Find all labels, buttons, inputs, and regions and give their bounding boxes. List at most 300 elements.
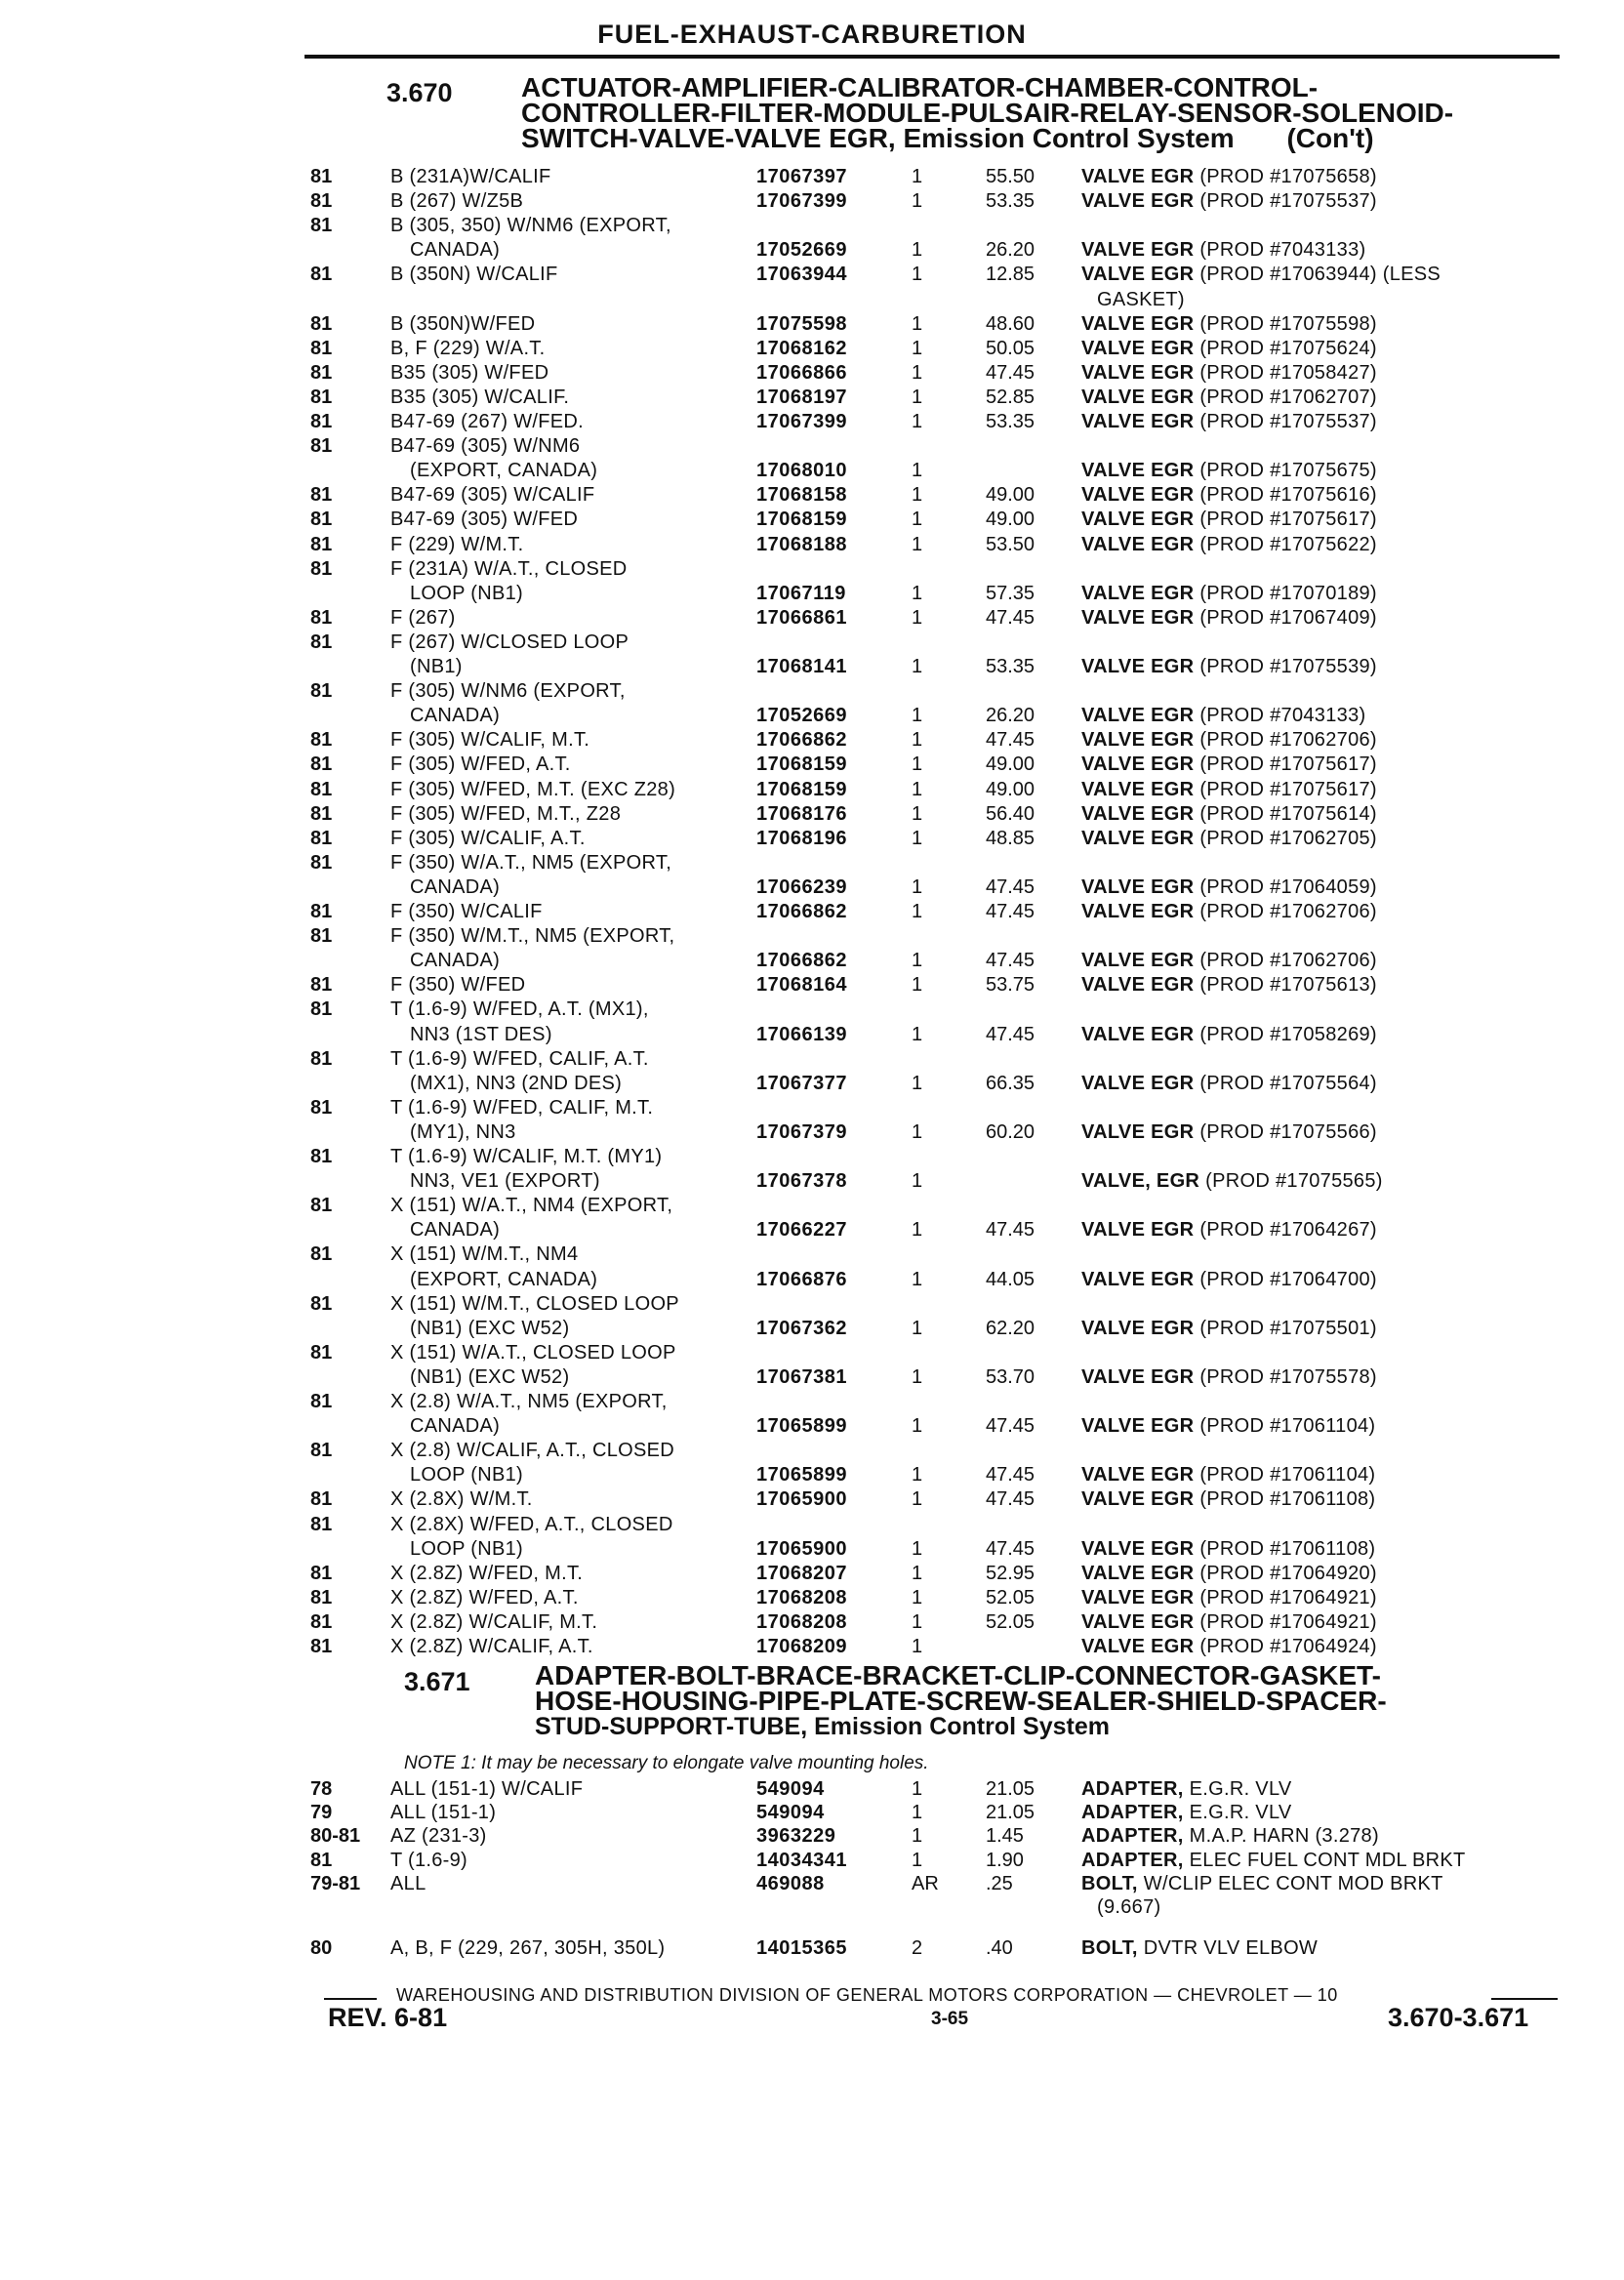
part-name [1081, 974, 1377, 997]
table-row [0, 950, 1624, 975]
model-year: 81 [310, 1513, 333, 1535]
section-title-line: ACTUATOR-AMPLIFIER-CALIBRATOR-CHAMBER-CONTROL- [521, 72, 1319, 102]
part-number: 17068010 [756, 460, 847, 482]
price: 50.05 [986, 337, 1035, 359]
price: 53.35 [986, 190, 1035, 213]
quantity: 1 [912, 582, 923, 604]
part-name-main: VALVE EGR [1081, 950, 1195, 972]
part-name-main: BOLT, [1081, 1872, 1138, 1894]
part-name [1081, 1802, 1292, 1824]
part-name-main: VALVE EGR [1081, 1268, 1195, 1290]
model-year: 81 [310, 1488, 333, 1511]
part-name [1081, 583, 1377, 605]
part-name-main: VALVE EGR [1081, 190, 1195, 213]
application-description: B47-69 (305) W/NM6 [390, 435, 581, 458]
part-name-main: VALVE EGR [1081, 729, 1195, 752]
quantity: 1 [912, 386, 923, 408]
application-description: B (267) W/Z5B [390, 190, 524, 213]
quantity: 1 [912, 1586, 923, 1608]
part-name [1081, 166, 1377, 188]
part-name-main: VALVE EGR [1081, 1023, 1195, 1045]
part-name [1081, 313, 1377, 336]
model-year: 81 [310, 1292, 333, 1315]
part-name-main: VALVE EGR [1081, 484, 1195, 507]
application-description-cont: (EXPORT, CANADA) [410, 460, 598, 482]
part-name [1081, 1024, 1377, 1046]
model-year: 81 [310, 1562, 333, 1584]
part-name-detail: (PROD #17075598) [1199, 312, 1377, 335]
part-name-cont: (9.667) [1097, 1896, 1161, 1918]
part-number: 549094 [756, 1778, 825, 1800]
application-description: A, B, F (229, 267, 305H, 350L) [390, 1937, 666, 1960]
model-year: 81 [310, 215, 333, 237]
part-number: 17052669 [756, 705, 847, 727]
part-name [1081, 264, 1441, 286]
application-description: F (305) W/FED, M.T. (EXC Z28) [390, 778, 676, 800]
part-name-main: VALVE EGR [1081, 460, 1195, 482]
price: 52.85 [986, 386, 1035, 408]
quantity: 1 [912, 1537, 923, 1560]
part-number: 17065900 [756, 1537, 847, 1560]
model-year: 81 [310, 1636, 333, 1657]
part-number: 469088 [756, 1872, 825, 1894]
price: 47.45 [986, 950, 1035, 972]
table-row [0, 828, 1624, 853]
model-year: 80 [310, 1937, 333, 1960]
part-name [1081, 656, 1377, 678]
price: 1.45 [986, 1825, 1024, 1848]
part-name-main: VALVE EGR [1081, 411, 1195, 432]
application-description: X (2.8X) W/M.T. [390, 1488, 533, 1511]
application-description: B35 (305) W/CALIF. [390, 386, 570, 408]
table-row [0, 1611, 1624, 1637]
table-row [0, 1269, 1624, 1294]
application-description: AZ (231-3) [390, 1825, 487, 1848]
part-number: 17075598 [756, 312, 847, 335]
price: 12.85 [986, 264, 1035, 286]
part-number: 549094 [756, 1802, 825, 1824]
part-number: 17068141 [756, 656, 847, 677]
price: 26.20 [986, 239, 1035, 262]
table-row [0, 1146, 1624, 1171]
section-title-text: SWITCH-VALVE-VALVE EGR, Emission Control System [521, 123, 1235, 153]
part-name [1081, 1219, 1377, 1242]
table-row [0, 779, 1624, 804]
part-number: 17068159 [756, 509, 847, 531]
application-description-cont: CANADA) [410, 875, 501, 898]
part-name-detail: W/CLIP ELEC CONT MOD BRKT [1143, 1872, 1443, 1894]
application-description-cont: CANADA) [410, 950, 501, 972]
part-name-detail: (PROD #7043133) [1199, 239, 1366, 262]
price: 47.45 [986, 606, 1035, 629]
quantity: 1 [912, 264, 923, 286]
application-description: B (350N)W/FED [390, 312, 536, 335]
table-row [0, 803, 1624, 829]
part-name-detail: (PROD #17075617) [1199, 753, 1377, 776]
table-row [0, 362, 1624, 387]
model-year: 81 [310, 901, 333, 922]
model-year: 79-81 [310, 1872, 361, 1894]
quantity: 1 [912, 1464, 923, 1486]
application-description-cont: CANADA) [410, 1415, 501, 1438]
application-description: B, F (229) W/A.T. [390, 337, 546, 359]
part-number: 17068164 [756, 974, 847, 997]
part-number: 17067381 [756, 1365, 847, 1388]
part-name [1081, 190, 1377, 213]
section-title-line: ADAPTER-BOLT-BRACE-BRACKET-CLIP-CONNECTOR-GASKET- [535, 1660, 1381, 1690]
part-name-detail: (PROD #17075617) [1199, 778, 1377, 800]
table-row [0, 1073, 1624, 1098]
application-description: T (1.6-9) W/FED, A.T. (MX1), [390, 998, 649, 1021]
page-header: FUEL-EXHAUST-CARBURETION [597, 20, 1027, 49]
application-description-cont: NN3 (1ST DES) [410, 1023, 552, 1045]
part-name-main: BOLT, [1081, 1937, 1138, 1960]
table-row [0, 656, 1624, 681]
price: 47.45 [986, 1023, 1035, 1045]
part-name-main: ADAPTER, [1081, 1849, 1184, 1871]
footer-rule [324, 1998, 377, 2000]
quantity: 1 [912, 239, 923, 262]
price: 1.90 [986, 1849, 1024, 1871]
part-name-detail: (PROD #17075578) [1199, 1365, 1377, 1388]
part-name-main: VALVE EGR [1081, 778, 1195, 800]
part-name-main: VALVE EGR [1081, 337, 1195, 359]
part-name [1081, 1269, 1377, 1291]
quantity: 1 [912, 1170, 923, 1193]
application-description: F (305) W/FED, M.T., Z28 [390, 802, 622, 825]
part-name-detail: (PROD #17062706) [1199, 901, 1377, 922]
part-name-detail: E.G.R. VLV [1189, 1778, 1292, 1800]
model-year: 81 [310, 851, 333, 874]
part-number: 17065899 [756, 1464, 847, 1486]
part-number: 17065900 [756, 1488, 847, 1511]
quantity: 1 [912, 729, 923, 752]
section-note: NOTE 1: It may be necessary to elongate valve mounting holes. [404, 1753, 929, 1773]
part-name-main: VALVE EGR [1081, 166, 1195, 187]
application-description-cont: (MX1), NN3 (2ND DES) [410, 1072, 623, 1094]
part-number: 17068208 [756, 1586, 847, 1608]
application-description: F (305) W/FED, A.T. [390, 753, 571, 776]
part-name [1081, 1873, 1443, 1895]
part-name-detail: (PROD #17075564) [1199, 1072, 1377, 1094]
price: 53.50 [986, 533, 1035, 555]
model-year: 81 [310, 606, 333, 629]
table-row [0, 631, 1624, 657]
part-name-detail: (PROD #17075675) [1199, 460, 1377, 482]
model-year: 81 [310, 557, 333, 580]
table-row [0, 753, 1624, 779]
part-number: 17068208 [756, 1610, 847, 1633]
model-year: 81 [310, 753, 333, 776]
price: 48.85 [986, 827, 1035, 849]
part-name [1081, 1636, 1377, 1658]
table-row [0, 411, 1624, 436]
part-name-detail: (PROD #17064921) [1199, 1610, 1377, 1633]
part-name [1081, 753, 1377, 776]
part-name-detail: (PROD #17064700) [1199, 1268, 1377, 1290]
part-name-detail: (PROD #17075566) [1199, 1120, 1377, 1143]
application-description: X (151) W/M.T., NM4 [390, 1243, 579, 1266]
part-name [1081, 1563, 1377, 1585]
model-year: 78 [310, 1778, 333, 1800]
part-name [1081, 1850, 1466, 1872]
part-name-detail: (PROD #17064059) [1199, 875, 1377, 898]
quantity: 1 [912, 1488, 923, 1511]
application-description-cont: CANADA) [410, 705, 501, 727]
revision: REV. 6-81 [328, 2003, 448, 2032]
application-description: X (151) W/A.T., CLOSED LOOP [390, 1341, 676, 1364]
application-description-cont: (MY1), NN3 [410, 1120, 516, 1143]
part-number: 17067377 [756, 1072, 847, 1094]
quantity: 1 [912, 1802, 923, 1824]
table-row [0, 1873, 1624, 1898]
section-title [535, 1660, 1387, 1740]
table-row [0, 1802, 1624, 1827]
application-description: F (231A) W/A.T., CLOSED [390, 557, 628, 580]
part-name [1081, 460, 1377, 482]
model-year: 81 [310, 166, 333, 187]
part-name-main: VALVE EGR [1081, 312, 1195, 335]
table-row [0, 901, 1624, 926]
application-description: F (305) W/NM6 (EXPORT, [390, 680, 626, 703]
model-year: 81 [310, 1096, 333, 1119]
price: 48.60 [986, 312, 1035, 335]
table-row [0, 1097, 1624, 1122]
part-name-detail: (PROD #17075537) [1199, 190, 1377, 213]
footer-rule [1491, 1998, 1558, 2000]
part-name-main: VALVE EGR [1081, 1610, 1195, 1633]
part-name-detail: (PROD #17075537) [1199, 411, 1377, 432]
quantity: 1 [912, 1365, 923, 1388]
part-name-main: ADAPTER, [1081, 1778, 1184, 1800]
part-name [1081, 1464, 1375, 1486]
application-description-cont: LOOP (NB1) [410, 1464, 523, 1486]
table-row [0, 1195, 1624, 1220]
table-row [0, 1514, 1624, 1539]
price: 53.35 [986, 411, 1035, 432]
model-year: 81 [310, 680, 333, 703]
section-title-line [521, 123, 1453, 153]
quantity: 1 [912, 337, 923, 359]
price: 52.05 [986, 1610, 1035, 1633]
section-ref: 3.670-3.671 [1388, 2003, 1529, 2032]
table-row [0, 1366, 1624, 1392]
price: .25 [986, 1872, 1013, 1894]
part-name [1081, 1121, 1377, 1144]
part-name [1081, 387, 1377, 409]
quantity: 1 [912, 705, 923, 727]
table-row [0, 1121, 1624, 1147]
application-description-cont: (NB1) [410, 656, 463, 677]
header-rule [304, 55, 1560, 59]
table-row [0, 190, 1624, 216]
table-row [0, 1488, 1624, 1514]
quantity: 2 [912, 1937, 923, 1960]
part-name [1081, 534, 1377, 556]
part-name-main: VALVE EGR [1081, 827, 1195, 849]
application-description: B47-69 (305) W/FED [390, 509, 579, 531]
price: 47.45 [986, 1464, 1035, 1486]
part-name-detail: (PROD #17075565) [1205, 1170, 1383, 1193]
price: 47.45 [986, 1488, 1035, 1511]
table-row [0, 876, 1624, 902]
part-name-main: VALVE EGR [1081, 582, 1195, 604]
quantity: 1 [912, 1825, 923, 1848]
quantity: 1 [912, 753, 923, 776]
price: 57.35 [986, 582, 1035, 604]
part-name-detail: (PROD #17075622) [1199, 533, 1377, 555]
part-name [1081, 1366, 1377, 1389]
part-name [1081, 509, 1377, 531]
part-number: 17066862 [756, 950, 847, 972]
application-description-cont: NN3, VE1 (EXPORT) [410, 1170, 600, 1193]
price: 21.05 [986, 1778, 1035, 1800]
price: 53.70 [986, 1365, 1035, 1388]
table-row [0, 680, 1624, 706]
application-description: F (305) W/CALIF, A.T. [390, 827, 586, 849]
table-row [0, 852, 1624, 877]
model-year: 81 [310, 386, 333, 408]
table-row [0, 264, 1624, 289]
part-name [1081, 1538, 1375, 1561]
part-number: 17052669 [756, 239, 847, 262]
model-year: 80-81 [310, 1825, 361, 1848]
part-name [1081, 1318, 1377, 1340]
table-row [0, 1293, 1624, 1319]
model-year: 81 [310, 509, 333, 531]
table-row [0, 729, 1624, 754]
part-number: 3963229 [756, 1825, 836, 1848]
application-description: F (350) W/CALIF [390, 901, 543, 922]
table-row [0, 1391, 1624, 1416]
part-number: 17068196 [756, 827, 847, 849]
application-description: F (350) W/A.T., NM5 (EXPORT, [390, 851, 672, 874]
model-year: 81 [310, 729, 333, 752]
model-year: 81 [310, 1341, 333, 1364]
part-number: 17067378 [756, 1170, 847, 1193]
part-name [1081, 803, 1377, 826]
model-year: 81 [310, 802, 333, 825]
model-year: 81 [310, 827, 333, 849]
quantity: 1 [912, 1120, 923, 1143]
part-name-main: VALVE EGR [1081, 974, 1195, 997]
application-description-cont: LOOP (NB1) [410, 1537, 523, 1560]
quantity: 1 [912, 1636, 923, 1657]
model-year: 81 [310, 1047, 333, 1070]
part-name [1081, 1415, 1375, 1438]
application-description-cont: CANADA) [410, 239, 501, 262]
part-number: 17066876 [756, 1268, 847, 1290]
part-name-detail: (PROD #17070189) [1199, 582, 1377, 604]
part-name [1081, 950, 1377, 972]
application-description: X (151) W/M.T., CLOSED LOOP [390, 1292, 679, 1315]
application-description: F (267) W/CLOSED LOOP [390, 631, 629, 653]
part-name-main: VALVE EGR [1081, 1488, 1195, 1511]
price: 53.75 [986, 974, 1035, 997]
table-row [0, 289, 1624, 314]
part-name-main: VALVE EGR [1081, 1562, 1195, 1584]
part-name [1081, 705, 1365, 727]
table-row [0, 998, 1624, 1024]
model-year: 81 [310, 1586, 333, 1608]
part-name-detail: (PROD #17058269) [1199, 1023, 1377, 1045]
application-description: X (2.8X) W/FED, A.T., CLOSED [390, 1513, 673, 1535]
part-name [1081, 338, 1377, 360]
application-description: ALL (151-1) [390, 1802, 497, 1824]
part-name-main: VALVE EGR [1081, 753, 1195, 776]
quantity: 1 [912, 1562, 923, 1584]
application-description: ALL [390, 1872, 426, 1894]
part-name-detail: (PROD #17061104) [1199, 1464, 1376, 1486]
quantity: 1 [912, 875, 923, 898]
application-description: F (229) W/M.T. [390, 533, 524, 555]
table-row [0, 1024, 1624, 1049]
part-number: 17067362 [756, 1317, 847, 1339]
application-description-cont: LOOP (NB1) [410, 582, 523, 604]
model-year: 81 [310, 484, 333, 507]
part-name-detail: (PROD #17061108) [1199, 1537, 1376, 1560]
price: 47.45 [986, 1415, 1035, 1438]
part-name-detail: (PROD #17058427) [1199, 361, 1377, 384]
model-year: 79 [310, 1802, 333, 1824]
model-year: 81 [310, 1243, 333, 1266]
part-name [1081, 779, 1377, 801]
part-name-detail: (PROD #17075624) [1199, 337, 1377, 359]
price: 56.40 [986, 802, 1035, 825]
table-row [0, 239, 1624, 265]
part-name-detail: (PROD #17063944) (LESS [1199, 264, 1441, 286]
application-description: X (2.8) W/A.T., NM5 (EXPORT, [390, 1391, 668, 1412]
section-continued: (Con't) [1286, 123, 1374, 153]
model-year: 81 [310, 312, 333, 335]
part-name [1081, 607, 1377, 630]
part-name-detail: (PROD #17061108) [1199, 1488, 1376, 1511]
application-description: T (1.6-9) W/CALIF, M.T. (MY1) [390, 1146, 663, 1167]
model-year: 81 [310, 1195, 333, 1217]
part-name-detail: M.A.P. HARN (3.278) [1189, 1825, 1379, 1848]
section-title-line: STUD-SUPPORT-TUBE, Emission Control System [535, 1713, 1110, 1740]
application-description: B (350N) W/CALIF [390, 264, 558, 286]
section-title-line: CONTROLLER-FILTER-MODULE-PULSAIR-RELAY-SENSOR-SOLENOID- [521, 98, 1454, 128]
part-name-main: VALVE EGR [1081, 875, 1195, 898]
price: 47.45 [986, 1537, 1035, 1560]
part-number: 17067397 [756, 166, 847, 187]
part-number: 17066862 [756, 729, 847, 752]
page-number: 3-65 [931, 2009, 969, 2029]
part-name [1081, 239, 1365, 262]
part-name-detail: (PROD #17075613) [1199, 974, 1377, 997]
application-description: F (350) W/FED [390, 974, 526, 997]
quantity: 1 [912, 606, 923, 629]
application-description-cont: (NB1) (EXC W52) [410, 1365, 570, 1388]
table-row [0, 974, 1624, 999]
section-title-line: HOSE-HOUSING-PIPE-PLATE-SCREW-SEALER-SHIELD-SPACER- [535, 1686, 1387, 1716]
quantity: 1 [912, 802, 923, 825]
part-name-main: VALVE EGR [1081, 1586, 1195, 1608]
part-number: 17068159 [756, 753, 847, 776]
part-name-main: VALVE EGR [1081, 361, 1195, 384]
table-row [0, 925, 1624, 951]
part-name-detail: (PROD #17064267) [1199, 1219, 1377, 1242]
table-row [0, 1563, 1624, 1588]
part-number: 17068159 [756, 778, 847, 800]
model-year: 81 [310, 1849, 333, 1871]
table-row [0, 1636, 1624, 1661]
quantity: 1 [912, 656, 923, 677]
quantity: 1 [912, 190, 923, 213]
application-description: X (151) W/A.T., NM4 (EXPORT, [390, 1195, 673, 1217]
price: 47.45 [986, 361, 1035, 384]
